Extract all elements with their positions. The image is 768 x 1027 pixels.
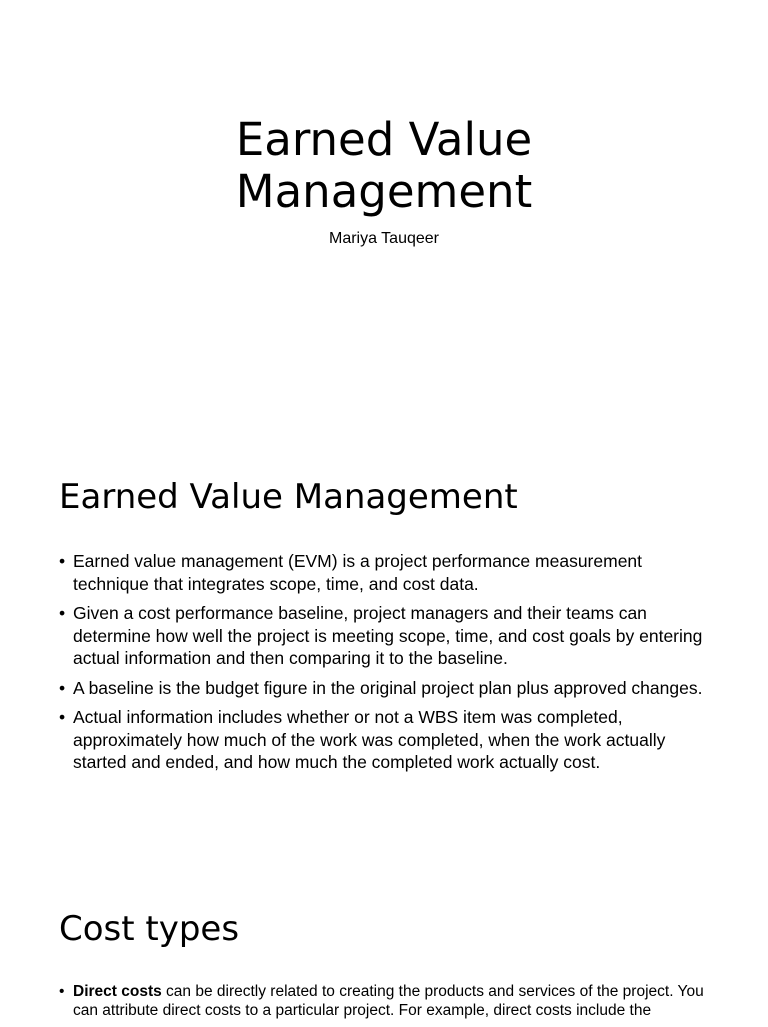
- bullet-item: [59, 706, 709, 774]
- bullet-dot: •: [59, 677, 66, 698]
- bullet-item: [59, 602, 709, 670]
- slide-heading: Cost types: [59, 909, 240, 949]
- bullet-dot: •: [59, 603, 66, 623]
- title-line-2: Management: [235, 165, 533, 218]
- slide-heading: Earned Value Management: [59, 477, 518, 517]
- bullet-term: Direct costs: [73, 983, 162, 1000]
- bullet-text: can be directly related to creating the products and services of the project. You can attribute direct costs to a particular project. For example, direct costs include the: [73, 983, 704, 1019]
- bullet-text: A baseline is the budget figure in the original project plan plus approved changes.: [73, 677, 703, 698]
- bullet-dot: •: [59, 551, 66, 571]
- bullet-text: Actual information includes whether or not a WBS item was completed, approximately how much of the work was completed, when the work actually started and ended, and how much the completed work actually cost.: [73, 707, 666, 772]
- evm-slide: [0, 432, 768, 864]
- bullet-dot: •: [59, 707, 66, 727]
- author-name: Mariya Tauqeer: [329, 230, 439, 247]
- presentation-title: [0, 114, 768, 218]
- bullet-list: [59, 550, 709, 781]
- bullet-item: [59, 550, 709, 595]
- title-slide: [0, 0, 768, 432]
- title-line-1: Earned Value: [235, 113, 533, 166]
- bullet-text: Given a cost performance baseline, project managers and their teams can determine how well the project is meeting scope, time, and cost goals by entering actual information and then comparing it to the baseline.: [73, 603, 703, 668]
- bullet-list: [59, 982, 709, 1027]
- bullet-item: [59, 982, 709, 1020]
- bullet-dot: •: [59, 983, 65, 1000]
- bullet-text: Earned value management (EVM) is a project performance measurement technique that integrates scope, time, and cost data.: [73, 551, 643, 594]
- cost-types-slide: [0, 864, 768, 1024]
- bullet-item: [59, 677, 709, 700]
